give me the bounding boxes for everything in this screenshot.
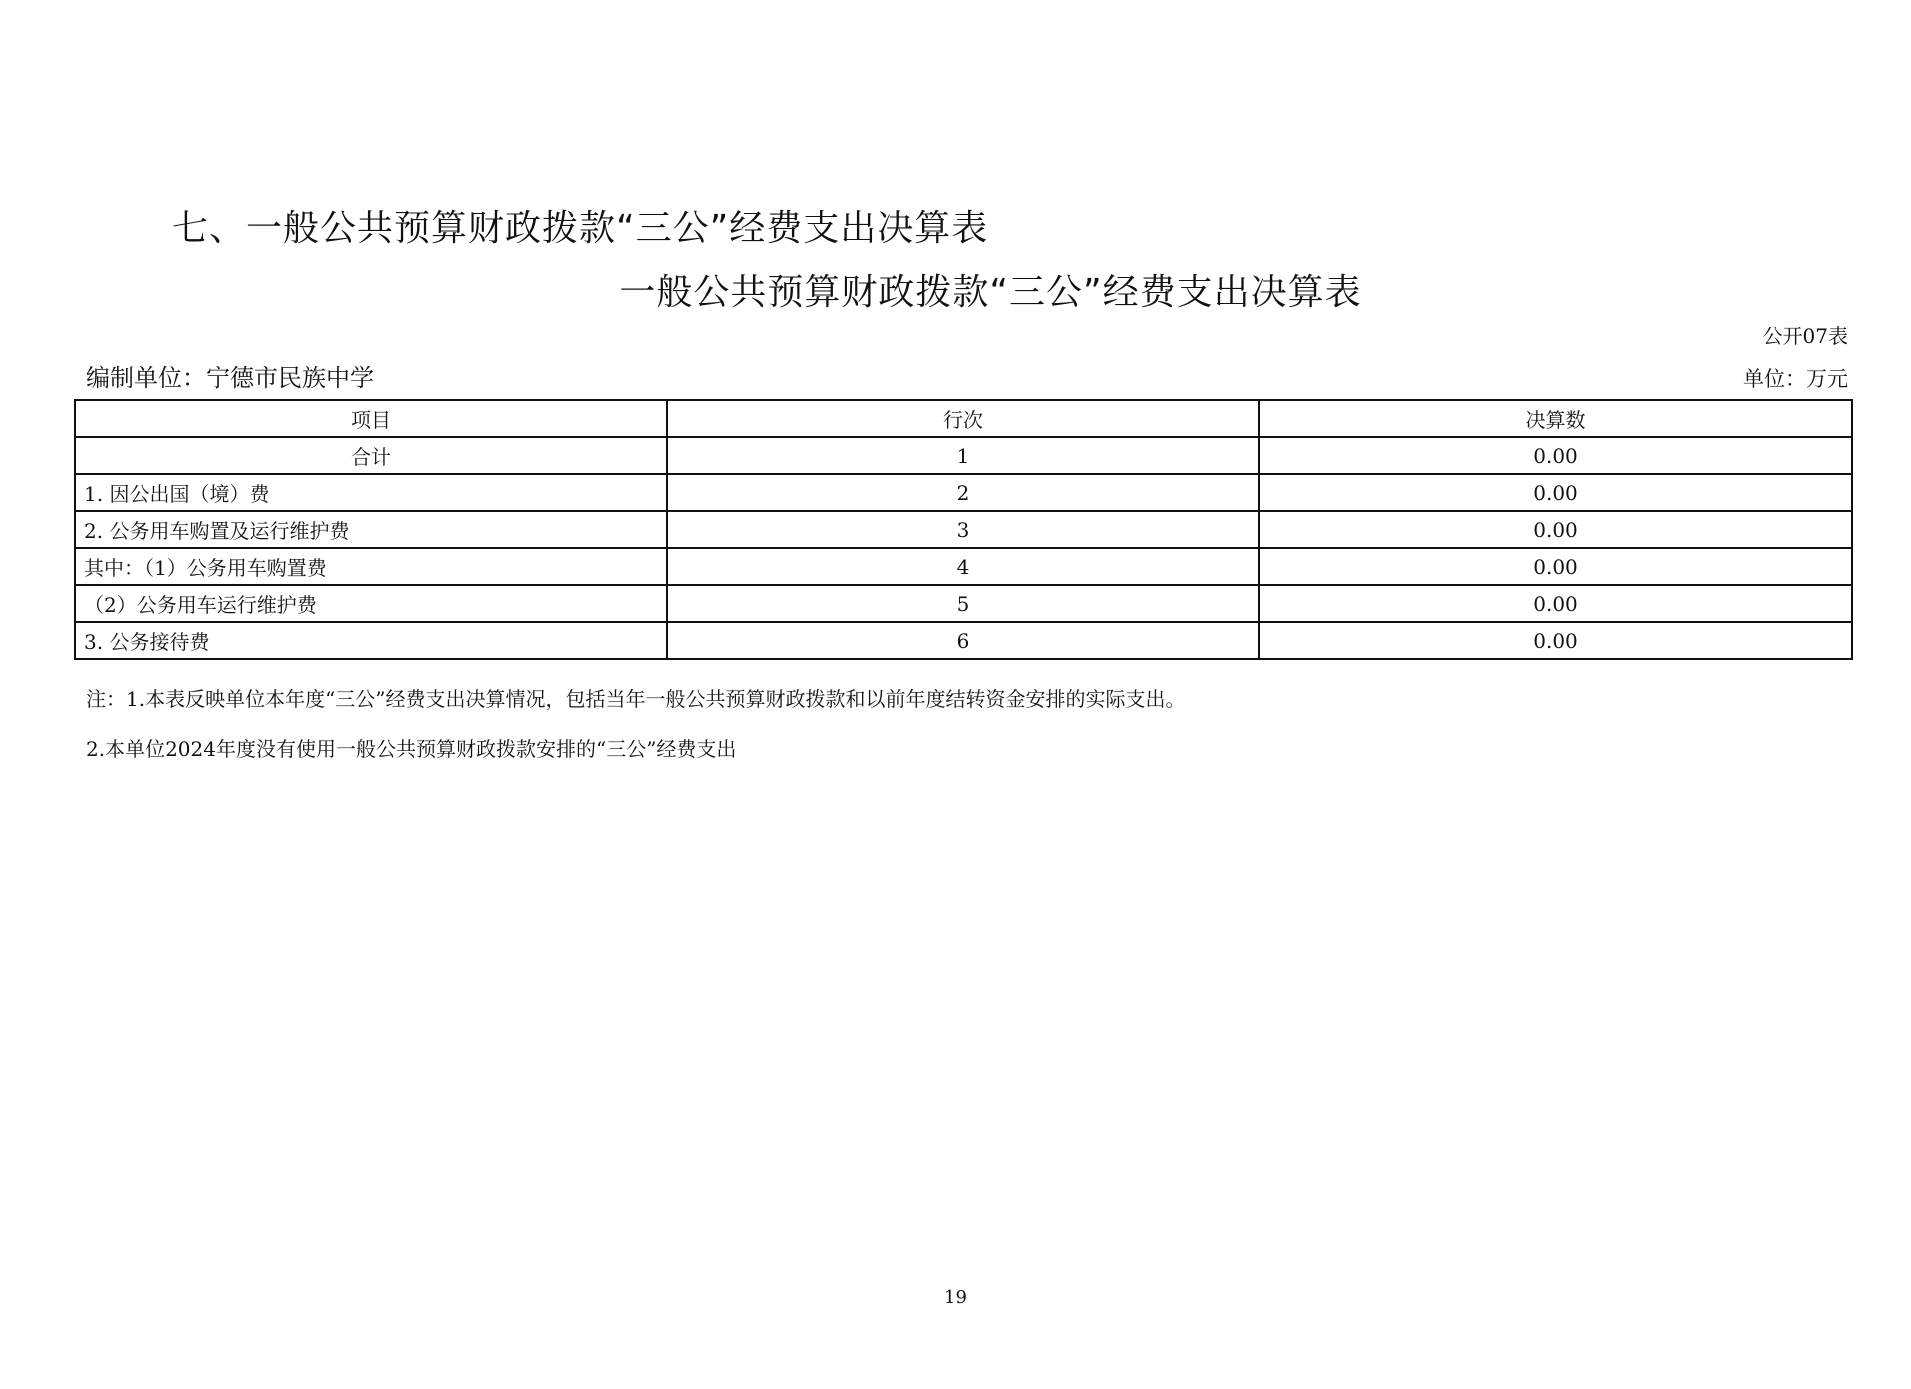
table-row [75, 585, 1852, 622]
row-line: 1 [667, 437, 1259, 474]
note-line: 2.本单位2024年度没有使用一般公共预算财政拨款安排的“三公”经费支出 [86, 737, 737, 761]
row-amount: 0.00 [1259, 548, 1852, 585]
row-amount: 0.00 [1259, 474, 1852, 511]
row-item: 合计 [75, 437, 667, 474]
row-item: 3. 公务接待费 [75, 622, 667, 659]
expenditure-table [74, 399, 1853, 660]
row-amount: 0.00 [1259, 622, 1852, 659]
table-header-row [75, 400, 1852, 437]
compiling-unit: 编制单位：宁德市民族中学 [86, 364, 374, 392]
table-row [75, 511, 1852, 548]
row-line: 3 [667, 511, 1259, 548]
row-item: 其中：（1）公务用车购置费 [75, 548, 667, 585]
column-header-amount: 决算数 [1259, 400, 1852, 437]
row-line: 4 [667, 548, 1259, 585]
table-row [75, 622, 1852, 659]
row-amount: 0.00 [1259, 437, 1852, 474]
column-header-item: 项目 [75, 400, 667, 437]
row-amount: 0.00 [1259, 511, 1852, 548]
meta-row [86, 358, 1848, 393]
row-line: 5 [667, 585, 1259, 622]
column-header-line: 行次 [667, 400, 1259, 437]
table-row [75, 548, 1852, 585]
note-line: 注：1.本表反映单位本年度“三公”经费支出决算情况，包括当年一般公共预算财政拨款和以前年度结转资金安排的实际支出。 [86, 687, 1186, 711]
table-title: 一般公共预算财政拨款“三公”经费支出决算表 [619, 272, 1362, 313]
row-item: （2）公务用车运行维护费 [75, 585, 667, 622]
notes [86, 686, 1186, 786]
section-title: 七、一般公共预算财政拨款“三公”经费支出决算表 [172, 208, 989, 249]
page-number: 19 [944, 1287, 967, 1308]
table-row-total [75, 437, 1852, 474]
row-line: 6 [667, 622, 1259, 659]
row-line: 2 [667, 474, 1259, 511]
row-amount: 0.00 [1259, 585, 1852, 622]
form-code: 公开07表 [1762, 324, 1848, 348]
currency-unit: 单位：万元 [1743, 367, 1848, 391]
row-item: 1. 因公出国（境）费 [75, 474, 667, 511]
row-item: 2. 公务用车购置及运行维护费 [75, 511, 667, 548]
table-row [75, 474, 1852, 511]
